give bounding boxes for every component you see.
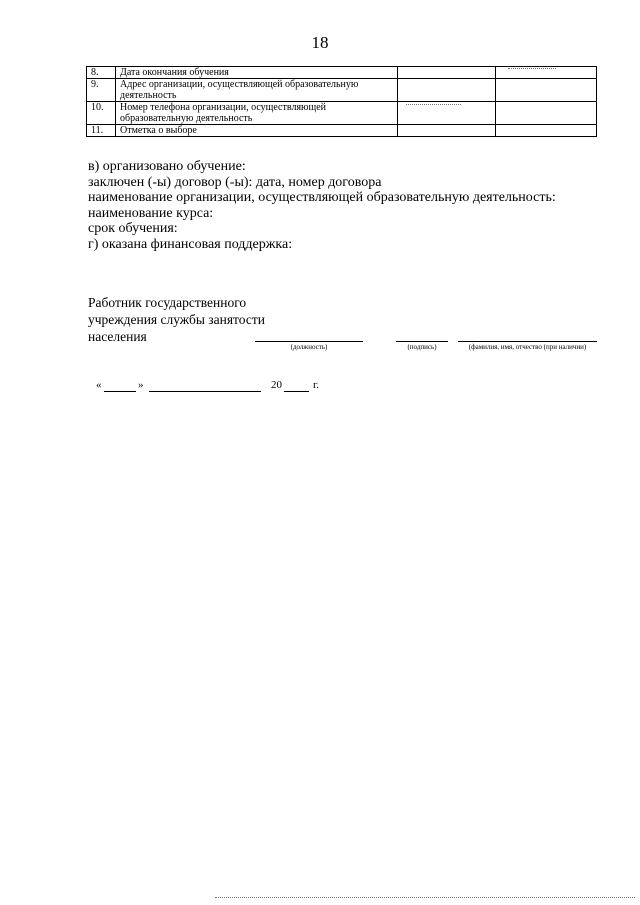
signature-caption: (подпись)	[407, 343, 437, 351]
value-cell	[496, 79, 597, 102]
row-number: 10.	[87, 102, 116, 125]
row-label: Отметка о выборе	[116, 125, 398, 137]
signer-line: населения	[88, 329, 147, 344]
form-table	[86, 66, 597, 137]
table-row	[87, 102, 597, 125]
row-number: 8.	[87, 67, 116, 79]
row-label: Адрес организации, осуществляющей образовательную деятельность	[116, 79, 398, 102]
body-text	[88, 159, 556, 252]
row-label: Номер телефона организации, осуществляющей образовательную деятельность	[116, 102, 398, 125]
full-name-caption: (фамилия, имя, отчество (при наличии)	[468, 343, 587, 351]
row-label: Дата окончания обучения	[116, 67, 398, 79]
scan-mark	[406, 104, 461, 105]
body-line: наименование организации, осуществляющей образовательную деятельность:	[88, 190, 556, 205]
full-name-line	[458, 341, 597, 342]
signer-line: Работник государственного	[88, 295, 247, 310]
body-line: срок обучения:	[88, 221, 178, 236]
value-cell	[496, 102, 597, 125]
scan-mark	[215, 897, 635, 898]
body-line: в) организовано обучение:	[88, 159, 246, 174]
table-row	[87, 125, 597, 137]
date-close-quote: »	[138, 379, 144, 391]
value-cell	[398, 67, 496, 79]
position-line	[255, 341, 363, 342]
value-cell	[398, 125, 496, 137]
row-number: 11.	[87, 125, 116, 137]
value-cell	[496, 125, 597, 137]
signer-line: учреждения службы занятости	[88, 312, 265, 327]
scan-mark	[508, 68, 556, 69]
value-cell	[398, 79, 496, 102]
day-line	[104, 391, 136, 392]
year-suffix: г.	[313, 379, 320, 391]
month-line	[149, 391, 261, 392]
year-prefix: 20	[271, 379, 282, 391]
body-line: наименование курса:	[88, 205, 214, 221]
table-row	[87, 79, 597, 102]
position-caption: (должность)	[290, 343, 328, 351]
body-line: заключен (-ы) договор (-ы): дата, номер договора	[88, 174, 382, 190]
date-open-quote: «	[96, 379, 102, 391]
page-number: 18	[311, 33, 329, 52]
signature-line	[396, 341, 448, 342]
year-line	[284, 391, 309, 392]
row-number: 9.	[87, 79, 116, 102]
signer-title	[88, 294, 265, 345]
body-line: г) оказана финансовая поддержка:	[88, 236, 293, 252]
